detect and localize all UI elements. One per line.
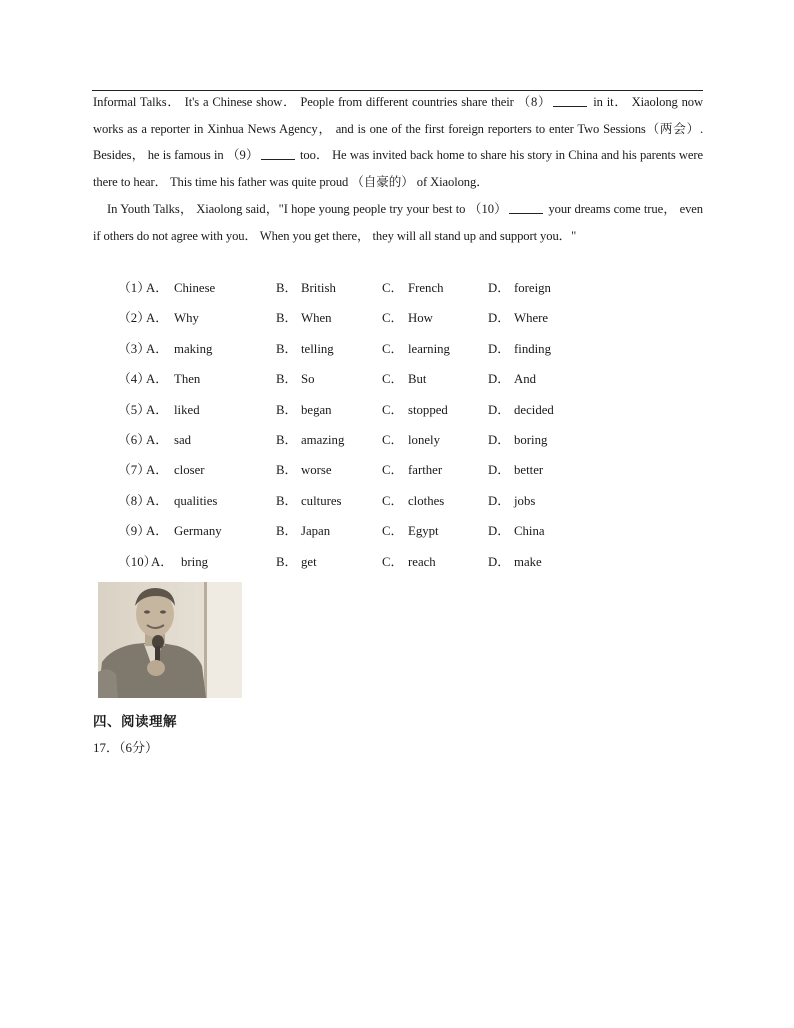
option-letter-c: C． (382, 311, 404, 326)
option-d: finding (514, 341, 551, 356)
option-c: Egypt (408, 524, 439, 539)
passage-text: your dreams come true， even if others do not agree with you． When you get there， they will all stand up and support you．" (93, 202, 703, 243)
option-c: learning (408, 341, 450, 356)
section-title: 四、阅读理解 (93, 714, 177, 730)
question-number: （2） (118, 311, 150, 326)
question-number: （5） (118, 402, 150, 417)
option-letter-b: B． (276, 341, 298, 356)
question-number: （3） (118, 341, 150, 356)
option-c: lonely (408, 432, 440, 447)
option-letter-a: A． (146, 402, 169, 417)
speaker-photo-image (98, 582, 242, 698)
option-a: Why (174, 311, 199, 326)
option-letter-a: A． (151, 554, 174, 569)
option-letter-c: C． (382, 432, 404, 447)
option-d: make (514, 554, 542, 569)
option-letter-a: A． (146, 493, 169, 508)
option-b: Japan (301, 524, 331, 539)
option-d: foreign (514, 281, 551, 295)
option-c: clothes (408, 493, 445, 508)
option-letter-d: D． (488, 524, 511, 539)
question-number: （1） (118, 281, 150, 295)
option-c: But (408, 372, 427, 387)
option-letter-a: A． (146, 463, 169, 478)
option-letter-b: B． (276, 432, 298, 447)
option-a: Then (174, 372, 201, 387)
passage-text: Informal Talks． It's a Chinese show． People from different countries share their （8） (93, 95, 552, 109)
passage-text: In Youth Talks， Xiaolong said，"I hope young people try your best to （10） (107, 202, 508, 216)
option-letter-d: D． (488, 402, 511, 417)
option-letter-d: D． (488, 281, 511, 295)
option-letter-d: D． (488, 372, 511, 387)
option-b: amazing (301, 432, 345, 447)
option-letter-c: C． (382, 281, 404, 295)
xiaolong-photo (98, 582, 242, 698)
question-number: （10） (118, 554, 157, 569)
question-number: （9） (118, 524, 150, 539)
option-c: French (408, 281, 444, 295)
option-d: Where (514, 311, 549, 326)
option-letter-d: D． (488, 493, 511, 508)
option-a: sad (174, 432, 192, 447)
option-letter-c: C． (382, 524, 404, 539)
answer-blank-8 (553, 94, 587, 107)
option-c: How (408, 311, 433, 326)
option-letter-d: D． (488, 432, 511, 447)
option-d: jobs (514, 493, 536, 508)
question-number: （6） (118, 432, 150, 447)
option-letter-c: C． (382, 463, 404, 478)
answer-blank-10 (509, 201, 543, 214)
question-number: （8） (118, 493, 150, 508)
option-letter-d: D． (488, 341, 511, 356)
option-b: telling (301, 341, 334, 356)
option-c: stopped (408, 402, 448, 417)
option-letter-a: A． (146, 341, 169, 356)
answer-blank-9 (261, 147, 295, 160)
question-number-label: 17．（6分） (93, 740, 159, 755)
passage-paragraph-2 (93, 196, 703, 249)
option-letter-c: C． (382, 341, 404, 356)
option-letter-c: C． (382, 372, 404, 387)
option-c: farther (408, 463, 443, 478)
option-letter-b: B． (276, 281, 298, 295)
question-number: （7） (118, 463, 150, 478)
option-d: And (514, 372, 537, 387)
option-d: China (514, 524, 545, 539)
option-a: Germany (174, 524, 222, 539)
option-b: British (301, 281, 336, 295)
passage-paragraph-1 (93, 89, 703, 195)
option-d: decided (514, 402, 554, 417)
option-letter-c: C． (382, 554, 404, 569)
option-a: making (174, 341, 213, 356)
option-letter-a: A． (146, 281, 169, 295)
option-letter-c: C． (382, 402, 404, 417)
option-letter-a: A． (146, 432, 169, 447)
option-a: closer (174, 463, 205, 478)
option-letter-b: B． (276, 463, 298, 478)
option-d: better (514, 463, 544, 478)
option-letter-b: B． (276, 372, 298, 387)
option-letter-b: B． (276, 311, 298, 326)
option-b: So (301, 372, 315, 387)
option-a: Chinese (174, 281, 216, 295)
option-letter-d: D． (488, 463, 511, 478)
option-b: began (301, 402, 332, 417)
option-a: bring (181, 554, 209, 569)
option-b: worse (301, 463, 332, 478)
option-letter-a: A． (146, 311, 169, 326)
option-letter-b: B． (276, 493, 298, 508)
option-c: reach (408, 554, 436, 569)
option-letter-b: B． (276, 402, 298, 417)
option-letter-d: D． (488, 311, 511, 326)
option-letter-c: C． (382, 493, 404, 508)
passage-text: in it． Xiaolong now works as a reporter in Xinhua News Agency， and is one of the first foreign reporters to enter Two Sessions（两会）. Besides， he is famous in （9） (93, 95, 703, 163)
option-letter-b: B． (276, 524, 298, 539)
option-d: boring (514, 432, 548, 447)
option-b: get (301, 554, 317, 569)
option-letter-b: B． (276, 554, 298, 569)
option-a: liked (174, 402, 200, 417)
option-b: When (301, 311, 332, 326)
option-a: qualities (174, 493, 218, 508)
option-letter-a: A． (146, 524, 169, 539)
option-letter-d: D． (488, 554, 511, 569)
option-letter-a: A． (146, 372, 169, 387)
option-b: cultures (301, 493, 342, 508)
question-number: （4） (118, 372, 150, 387)
passage-text: too． He was invited back home to share his story in China and his parents were there to hear． This time his father was quite proud （自豪的） of Xiaolong． (93, 148, 703, 189)
